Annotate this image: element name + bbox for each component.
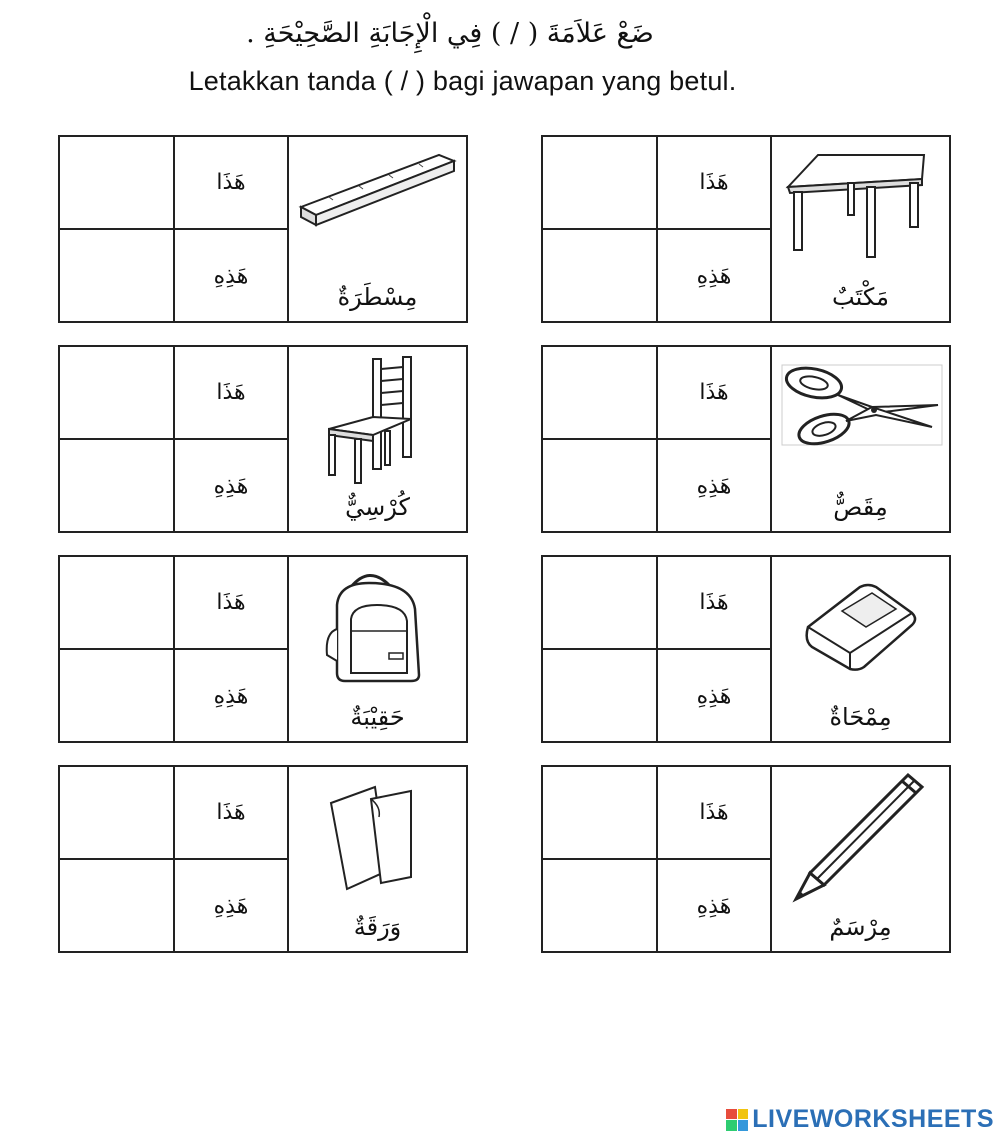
noun-label: كُرْسِيٌّ bbox=[345, 493, 410, 521]
option-hadza: هَذَا bbox=[175, 557, 289, 650]
option-hadzihi: هَذِهِ bbox=[658, 440, 772, 533]
option-hadzihi: هَذِهِ bbox=[658, 650, 772, 743]
answer-box-hadzihi[interactable] bbox=[60, 440, 175, 533]
option-hadza: هَذَا bbox=[658, 767, 772, 860]
answer-box-hadza[interactable] bbox=[543, 347, 658, 440]
answer-box-hadzihi[interactable] bbox=[543, 650, 658, 743]
option-hadzihi: هَذِهِ bbox=[175, 440, 289, 533]
eraser-icon bbox=[772, 557, 949, 697]
table-icon bbox=[772, 137, 949, 277]
option-hadza: هَذَا bbox=[658, 347, 772, 440]
picture-panel bbox=[289, 557, 466, 741]
option-hadzihi: هَذِهِ bbox=[175, 860, 289, 953]
card-pencil bbox=[541, 765, 951, 953]
answer-box-hadzihi[interactable] bbox=[60, 860, 175, 953]
picture-panel bbox=[772, 347, 949, 531]
option-hadzihi: هَذِهِ bbox=[175, 230, 289, 323]
answer-box-hadzihi[interactable] bbox=[60, 230, 175, 323]
card-paper bbox=[58, 765, 468, 953]
card-scissors bbox=[541, 345, 951, 533]
answer-box-hadzihi[interactable] bbox=[543, 860, 658, 953]
scissors-icon bbox=[772, 347, 949, 487]
card-backpack bbox=[58, 555, 468, 743]
noun-label: مِرْسَمٌ bbox=[829, 913, 892, 941]
liveworksheets-logo bbox=[726, 1105, 994, 1134]
noun-label: حَقِيْبَةٌ bbox=[350, 703, 405, 731]
option-hadzihi: هَذِهِ bbox=[175, 650, 289, 743]
answer-box-hadzihi[interactable] bbox=[543, 440, 658, 533]
noun-label: مِسْطَرَةٌ bbox=[337, 283, 418, 311]
instruction-arabic: ضَعْ عَلاَمَةَ ( / ) فِي الْإِجَابَةِ الصَّحِيْحَةِ . bbox=[246, 18, 654, 49]
noun-label: وَرَقَةٌ bbox=[353, 913, 402, 941]
option-hadza: هَذَا bbox=[175, 767, 289, 860]
chair-icon bbox=[289, 347, 466, 487]
option-hadzihi: هَذِهِ bbox=[658, 860, 772, 953]
answer-box-hadza[interactable] bbox=[60, 557, 175, 650]
card-ruler bbox=[58, 135, 468, 323]
picture-panel bbox=[289, 347, 466, 531]
paper-icon bbox=[289, 767, 466, 907]
noun-label: مِقَصٌّ bbox=[833, 493, 888, 521]
logo-text: LIVEWORKSHEETS bbox=[752, 1105, 994, 1133]
picture-panel bbox=[772, 557, 949, 741]
answer-box-hadza[interactable] bbox=[543, 557, 658, 650]
backpack-icon bbox=[289, 557, 466, 697]
answer-box-hadza[interactable] bbox=[60, 347, 175, 440]
option-hadza: هَذَا bbox=[175, 347, 289, 440]
answer-box-hadza[interactable] bbox=[60, 137, 175, 230]
answer-box-hadza[interactable] bbox=[543, 767, 658, 860]
option-hadza: هَذَا bbox=[658, 137, 772, 230]
card-eraser bbox=[541, 555, 951, 743]
picture-panel bbox=[772, 767, 949, 951]
pencil-icon bbox=[772, 767, 949, 907]
option-hadzihi: هَذِهِ bbox=[658, 230, 772, 323]
card-table bbox=[541, 135, 951, 323]
noun-label: مَكْتَبٌ bbox=[832, 283, 889, 311]
answer-box-hadzihi[interactable] bbox=[60, 650, 175, 743]
picture-panel bbox=[772, 137, 949, 321]
noun-label: مِمْحَاةٌ bbox=[829, 703, 892, 731]
answer-box-hadza[interactable] bbox=[60, 767, 175, 860]
answer-box-hadza[interactable] bbox=[543, 137, 658, 230]
ruler-icon bbox=[289, 137, 466, 277]
instruction-malay: Letakkan tanda ( / ) bagi jawapan yang betul. bbox=[188, 66, 737, 96]
answer-box-hadzihi[interactable] bbox=[543, 230, 658, 323]
picture-panel bbox=[289, 137, 466, 321]
option-hadza: هَذَا bbox=[175, 137, 289, 230]
option-hadza: هَذَا bbox=[658, 557, 772, 650]
picture-panel bbox=[289, 767, 466, 951]
card-chair bbox=[58, 345, 468, 533]
logo-icon bbox=[726, 1109, 748, 1131]
